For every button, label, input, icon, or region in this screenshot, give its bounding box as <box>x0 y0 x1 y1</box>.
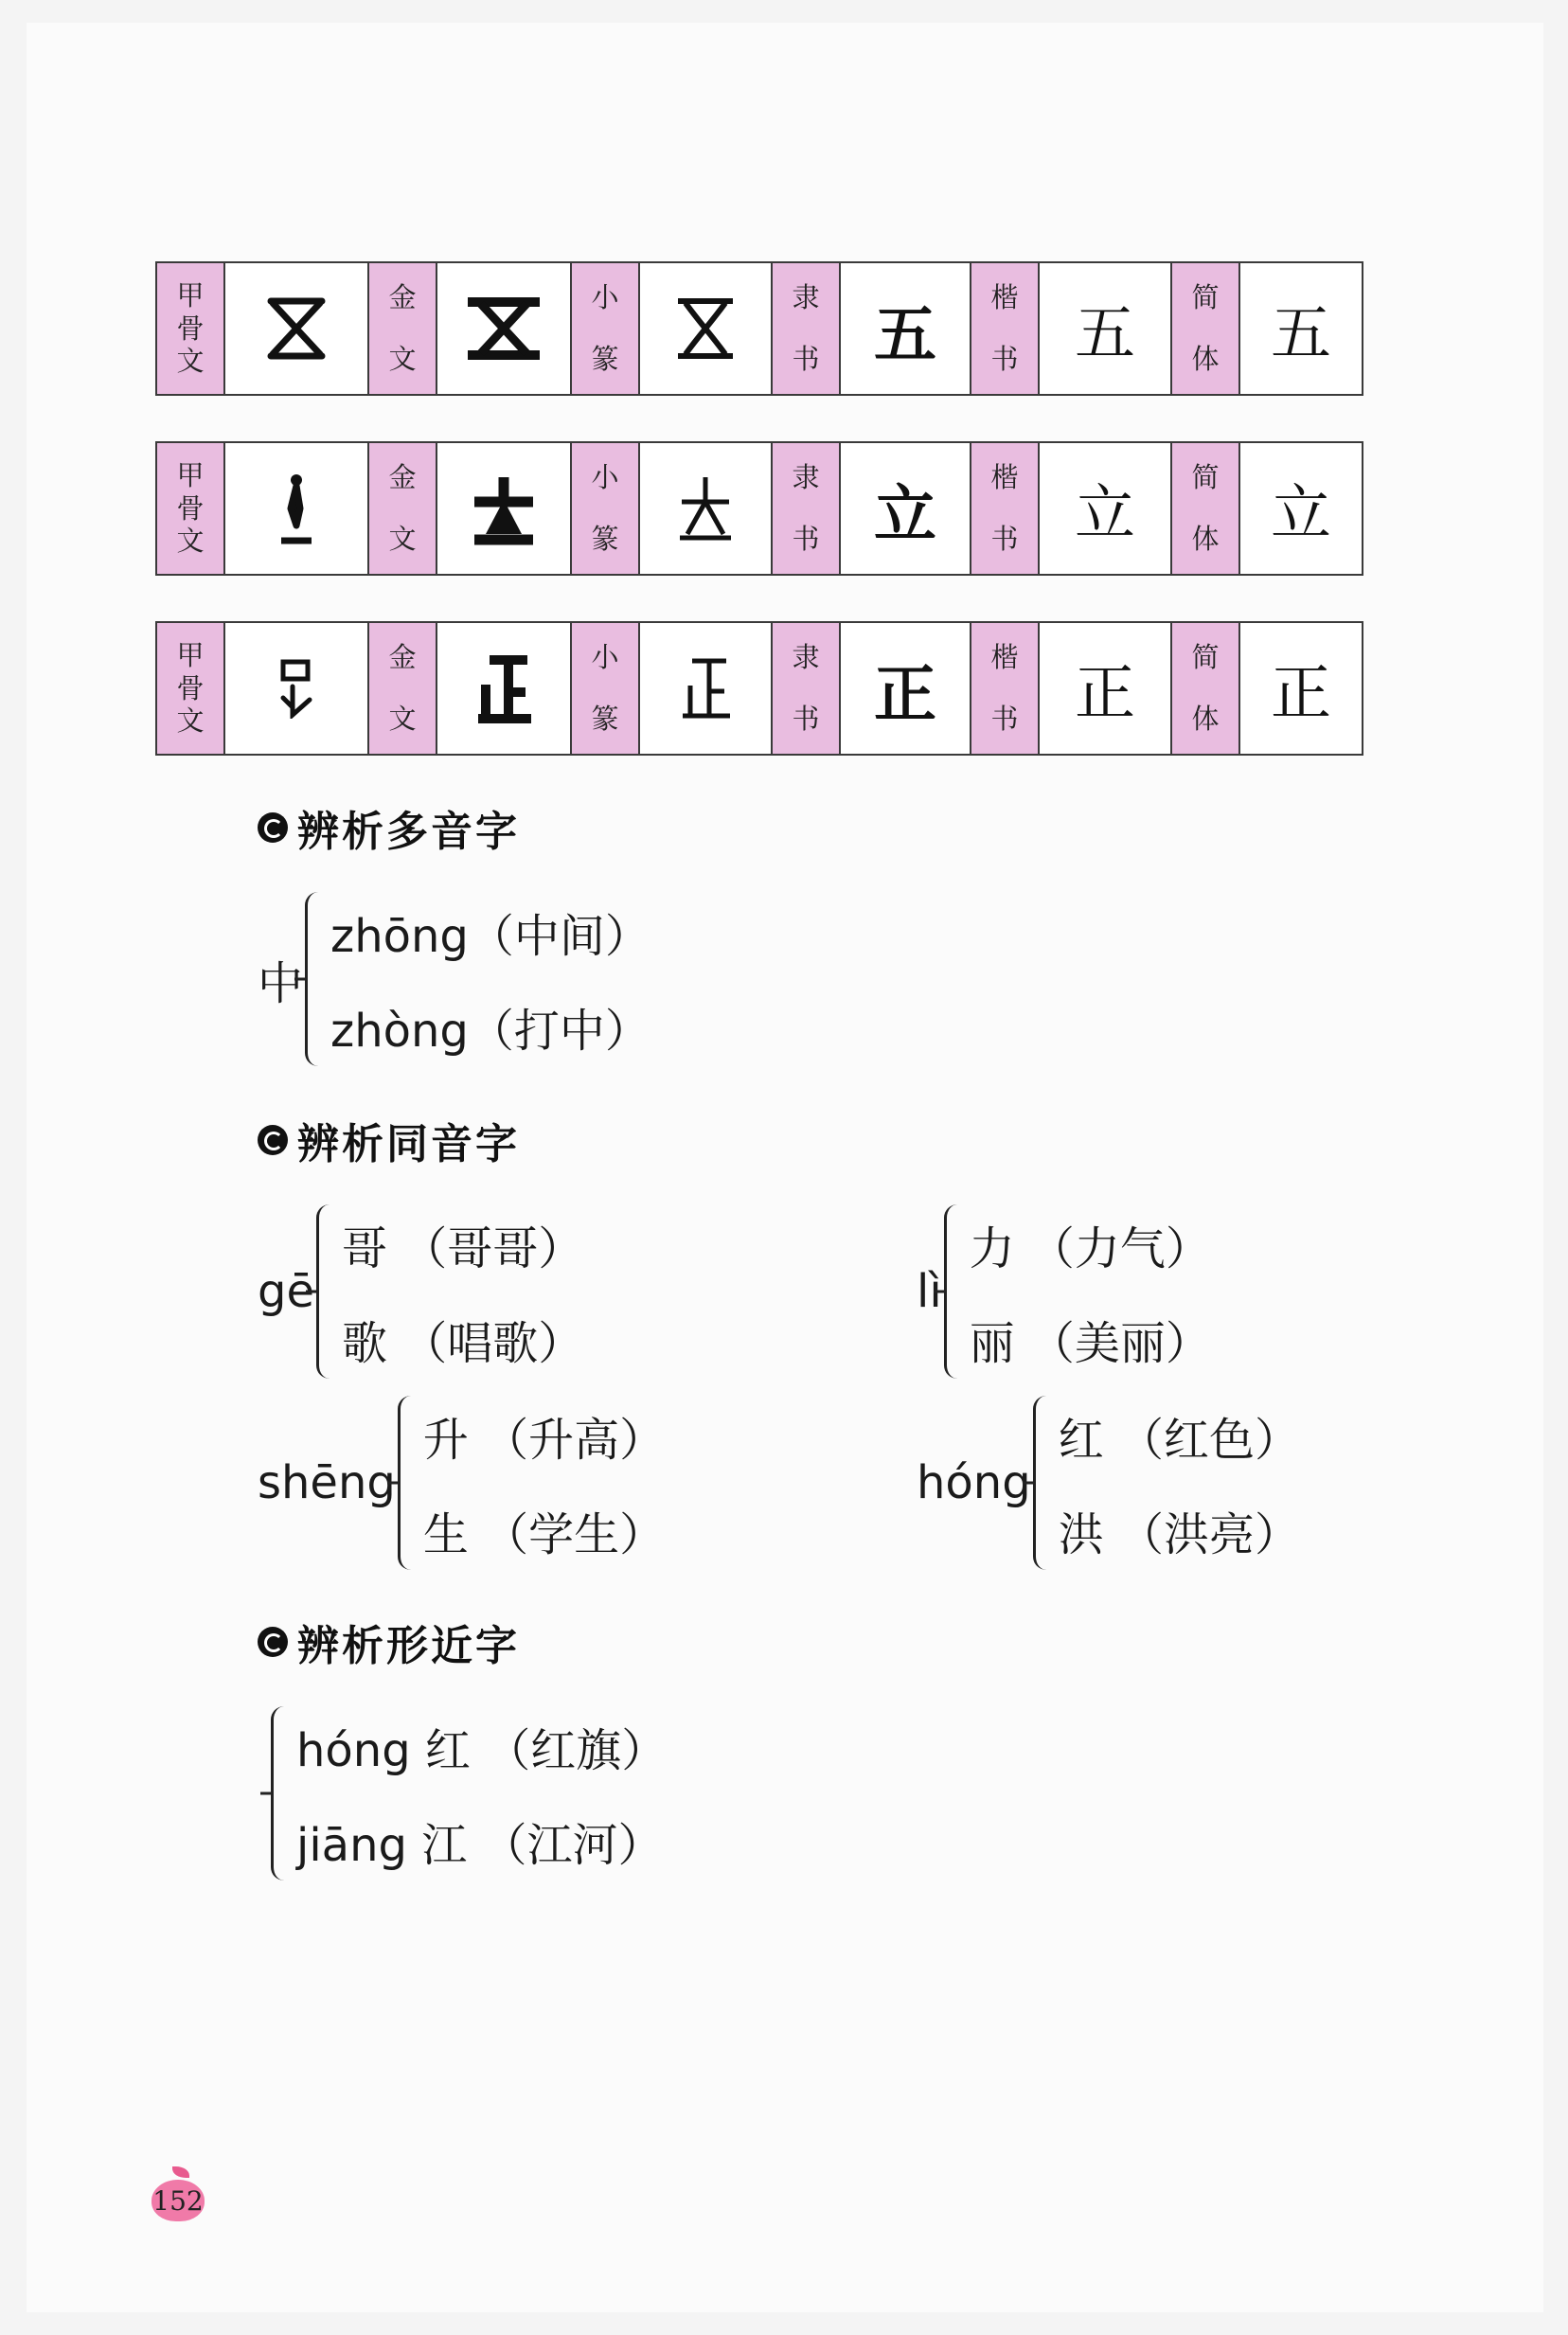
evo-cell <box>971 623 1172 754</box>
section-heading-polyphonic <box>258 797 520 858</box>
bronze-li-glyph <box>469 472 539 545</box>
homophone-group-ge <box>258 1197 583 1386</box>
evo-label-char: 骨 <box>176 312 205 345</box>
reading-list <box>330 884 650 1074</box>
evo-label-text <box>176 459 204 558</box>
evo-cell <box>971 263 1172 394</box>
evo-glyph-bronze <box>437 623 570 754</box>
evo-label <box>572 623 640 754</box>
evo-label-text <box>388 461 416 556</box>
evo-glyph-regular: 正 <box>1075 659 1135 729</box>
evo-cell <box>773 443 971 574</box>
evo-glyph-seal <box>640 623 771 754</box>
evo-label-char: 篆 <box>591 523 619 555</box>
evolution-table-wu <box>155 261 1363 396</box>
evo-label-char: 文 <box>388 523 417 555</box>
seal-zheng-glyph <box>679 655 732 722</box>
evo-glyph-clerical: 五 <box>874 296 936 371</box>
reading-item: zhōng（中间） <box>330 909 650 963</box>
evo-label-text <box>591 461 618 556</box>
homophone-group-li <box>917 1197 1211 1386</box>
homophone-list <box>342 1197 583 1386</box>
evo-label-char: 小 <box>591 641 619 674</box>
evo-label-text <box>591 281 618 376</box>
evo-glyph-bronze <box>437 443 570 574</box>
bronze-zheng-glyph <box>472 652 535 724</box>
evo-label-text <box>591 641 618 736</box>
homophone-item: 洪 （洪亮） <box>1058 1507 1300 1561</box>
evo-label-char: 骨 <box>176 671 205 704</box>
evo-cell <box>369 263 572 394</box>
evo-label <box>1172 443 1240 574</box>
evo-cell <box>971 443 1172 574</box>
homophone-pinyin: shēng <box>258 1456 396 1509</box>
evo-cell <box>369 443 572 574</box>
similar-item: hóng 红 （红旗） <box>296 1723 668 1777</box>
evo-label-char: 隶 <box>792 281 820 314</box>
seal-li-glyph <box>676 473 735 544</box>
homophone-item: 红 （红色） <box>1058 1413 1300 1467</box>
polyphonic-char: 中 <box>258 956 304 1010</box>
brace-icon <box>305 892 327 1066</box>
evo-glyph-bronze <box>437 263 570 394</box>
evo-label-char: 隶 <box>792 641 820 674</box>
evo-label <box>971 623 1040 754</box>
evo-label-text <box>1191 281 1219 376</box>
evo-label <box>157 623 225 754</box>
evo-label <box>369 263 437 394</box>
evo-label-char: 骨 <box>176 491 205 525</box>
section-heading-homophones <box>258 1110 520 1170</box>
evo-label-char: 金 <box>388 281 417 314</box>
evo-label <box>971 263 1040 394</box>
evo-glyph-clerical: 立 <box>874 476 936 551</box>
evo-glyph-seal <box>640 263 771 394</box>
evo-label <box>1172 263 1240 394</box>
evo-label-text <box>388 641 416 736</box>
oracle-wu-glyph <box>263 295 330 362</box>
evo-label-text <box>176 639 204 738</box>
evo-label <box>773 623 841 754</box>
evo-label-char: 书 <box>990 343 1019 375</box>
swirl-bullet-icon <box>258 1627 288 1657</box>
polyphonic-group <box>258 884 650 1074</box>
evo-label-text <box>792 281 819 376</box>
evo-label-char: 书 <box>792 703 820 735</box>
evo-glyph-seal <box>640 443 771 574</box>
evo-cell <box>157 443 369 574</box>
similar-item: jiāng 江 （江河） <box>296 1818 664 1872</box>
homophone-pinyin: lì <box>917 1265 942 1318</box>
swirl-bullet-icon <box>258 812 288 843</box>
homophone-group-hong <box>917 1388 1300 1577</box>
evo-cell <box>1172 263 1362 394</box>
evo-label-char: 文 <box>176 525 205 558</box>
brace-icon <box>398 1396 419 1570</box>
evo-label-text <box>388 281 416 376</box>
evo-label-text <box>792 461 819 556</box>
evo-label <box>157 443 225 574</box>
evo-label-text <box>1191 641 1219 736</box>
seal-wu-glyph <box>672 295 739 362</box>
evo-label-char: 小 <box>591 281 619 314</box>
evo-cell <box>1172 443 1362 574</box>
evo-cell <box>773 263 971 394</box>
evo-glyph-oracle <box>225 623 367 754</box>
evo-label-char: 楷 <box>990 461 1019 494</box>
evo-label-char: 隶 <box>792 461 820 494</box>
brace-icon <box>271 1706 293 1880</box>
evo-label-text <box>990 281 1018 376</box>
evolution-table-zheng <box>155 621 1363 756</box>
homophone-list <box>423 1388 665 1577</box>
evo-label-char: 书 <box>990 703 1019 735</box>
evo-cell <box>157 623 369 754</box>
evo-label-char: 文 <box>176 704 205 738</box>
reading-item: zhòng（打中） <box>330 1004 650 1058</box>
evo-label-char: 书 <box>792 343 820 375</box>
evo-label-char: 简 <box>1191 461 1220 494</box>
homophone-list <box>970 1197 1211 1386</box>
evo-label-char: 文 <box>388 703 417 735</box>
evo-label-char: 简 <box>1191 281 1220 314</box>
evo-cell <box>369 623 572 754</box>
evo-label-char: 楷 <box>990 641 1019 674</box>
evo-label-char: 金 <box>388 461 417 494</box>
evo-label <box>572 263 640 394</box>
evo-glyph-clerical: 正 <box>874 656 936 731</box>
evo-label-char: 楷 <box>990 281 1019 314</box>
oracle-zheng-glyph <box>277 658 315 719</box>
similar-list <box>296 1699 667 1888</box>
evo-label-char: 书 <box>792 523 820 555</box>
evo-label <box>369 623 437 754</box>
page-number: 152 <box>152 2185 204 2217</box>
evo-label-char: 甲 <box>176 278 205 312</box>
evo-label-text <box>990 461 1018 556</box>
evo-label-char: 文 <box>388 343 417 375</box>
evo-label-char: 篆 <box>591 343 619 375</box>
evo-label-char: 文 <box>176 345 205 378</box>
evo-cell <box>157 263 369 394</box>
evo-label-text <box>792 641 819 736</box>
oracle-li-glyph <box>277 471 315 546</box>
evo-cell <box>1172 623 1362 754</box>
homophone-group-sheng <box>258 1388 665 1577</box>
evo-label-char: 甲 <box>176 458 205 491</box>
homophone-item: 丽 （美丽） <box>969 1316 1211 1370</box>
evo-glyph-simplified: 正 <box>1271 659 1331 729</box>
evo-label-char: 体 <box>1191 703 1220 735</box>
evo-glyph-simplified: 立 <box>1271 479 1331 549</box>
homophone-item: 哥 （哥哥） <box>342 1221 584 1275</box>
evo-cell <box>773 623 971 754</box>
evo-glyph-simplified: 五 <box>1271 299 1331 369</box>
evo-label <box>369 443 437 574</box>
evo-label-char: 书 <box>990 523 1019 555</box>
brace-icon <box>1033 1396 1055 1570</box>
swirl-bullet-icon <box>258 1125 288 1155</box>
evo-label <box>773 443 841 574</box>
evo-label-char: 体 <box>1191 523 1220 555</box>
evolution-table-li <box>155 441 1363 576</box>
evo-label-char: 体 <box>1191 343 1220 375</box>
evo-label-char: 小 <box>591 461 619 494</box>
evo-label <box>971 443 1040 574</box>
evo-label-text <box>176 279 204 378</box>
evo-label-char: 篆 <box>591 703 619 735</box>
evo-label <box>1172 623 1240 754</box>
evo-glyph-regular: 立 <box>1075 479 1135 549</box>
section-title: 辨析同音字 <box>297 1120 520 1168</box>
homophone-list <box>1059 1388 1300 1577</box>
evo-cell <box>572 263 773 394</box>
homophone-item: 升 （升高） <box>422 1413 666 1467</box>
homophone-item: 生 （学生） <box>422 1507 666 1561</box>
page-number-badge <box>151 2172 205 2219</box>
evo-glyph-oracle <box>225 443 367 574</box>
brace-icon <box>944 1204 966 1379</box>
evo-glyph-oracle <box>225 263 367 394</box>
section-heading-similar <box>258 1612 520 1672</box>
homophone-pinyin: hóng <box>917 1456 1031 1509</box>
evo-glyph-regular: 五 <box>1075 299 1135 369</box>
evo-label-char: 甲 <box>176 638 205 671</box>
evo-cell <box>572 443 773 574</box>
evo-label <box>773 263 841 394</box>
evo-label-text <box>1191 461 1219 556</box>
similar-chars-group <box>258 1699 667 1888</box>
evo-cell <box>572 623 773 754</box>
evo-label <box>572 443 640 574</box>
section-title: 辨析多音字 <box>297 808 520 856</box>
evo-label <box>157 263 225 394</box>
homophone-item: 歌 （唱歌） <box>342 1316 584 1370</box>
brace-icon <box>316 1204 338 1379</box>
homophone-item: 力 （力气） <box>969 1221 1211 1275</box>
section-title: 辨析形近字 <box>297 1622 520 1670</box>
evo-label-char: 金 <box>388 641 417 674</box>
homophone-pinyin: gē <box>258 1265 314 1318</box>
evo-label-char: 简 <box>1191 641 1220 674</box>
bronze-wu-glyph <box>464 294 543 363</box>
evo-label-text <box>990 641 1018 736</box>
